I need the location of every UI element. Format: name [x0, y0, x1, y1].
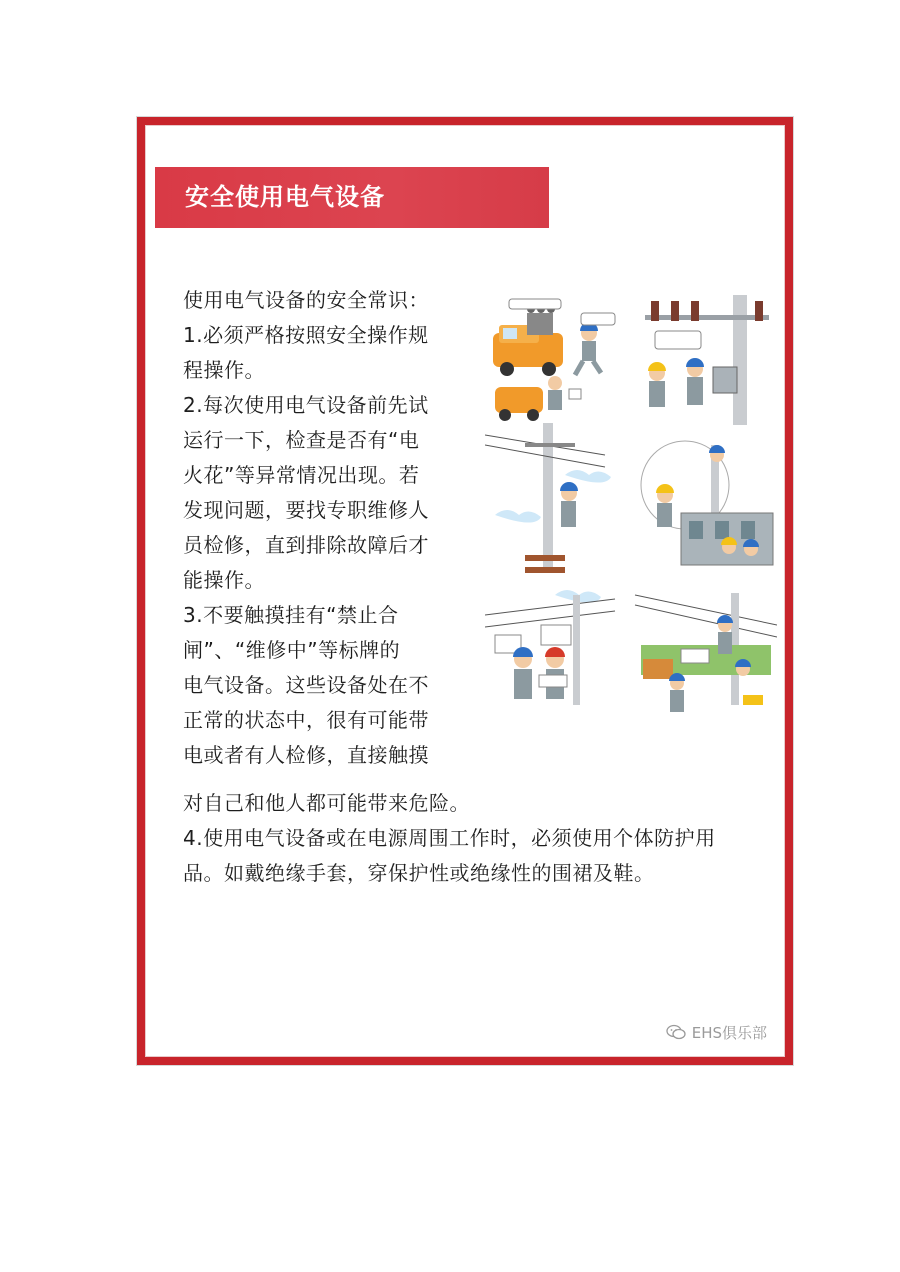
full-text-block	[183, 786, 773, 891]
text-line: 火花”等异常情况出现。若	[183, 463, 420, 487]
text-line: 员检修，直到排除故障后才	[183, 533, 429, 557]
title-bar	[155, 167, 549, 228]
safety-card	[136, 116, 794, 1066]
text-line: 对自己和他人都可能带来危险。	[183, 791, 470, 815]
watermark-text: EHS俱乐部	[691, 1023, 767, 1042]
text-line: 能操作。	[183, 568, 265, 592]
electrical-safety-illustration	[485, 295, 777, 725]
left-text-block	[183, 283, 469, 773]
watermark	[666, 1021, 767, 1043]
climbing-pole-scene	[485, 423, 611, 573]
text-line: 运行一下，检查是否有“电	[183, 428, 420, 452]
pole-repair-scene	[635, 593, 777, 712]
pole-inspection-scene	[645, 295, 769, 425]
switch-cabinet-scene	[641, 441, 773, 565]
truck-warning-scene	[493, 299, 615, 421]
text-line: 使用电气设备的安全常识：	[183, 288, 429, 312]
text-line: 闸”、“维修中”等标牌的	[183, 638, 401, 662]
text-line: 品。如戴绝缘手套，穿保护性或绝缘性的围裙及鞋。	[183, 861, 655, 885]
text-line: 发现问题，要找专职维修人	[183, 498, 429, 522]
text-line: 2.每次使用电气设备前先试	[183, 393, 429, 417]
text-line: 4.使用电气设备或在电源周围工作时，必须使用个体防护用	[183, 826, 716, 850]
text-line: 电或者有人检修，直接触摸	[183, 743, 429, 767]
wechat-icon	[666, 1024, 686, 1040]
text-line: 正常的状态中，很有可能带	[183, 708, 429, 732]
text-line: 电气设备。这些设备处在不	[183, 673, 429, 697]
text-line: 1.必须严格按照安全操作规	[183, 323, 429, 347]
text-line: 3.不要触摸挂有“禁止合	[183, 603, 399, 627]
sign-holding-scene	[485, 590, 615, 705]
text-line: 程操作。	[183, 358, 265, 382]
page-title: 安全使用电气设备	[185, 183, 385, 211]
